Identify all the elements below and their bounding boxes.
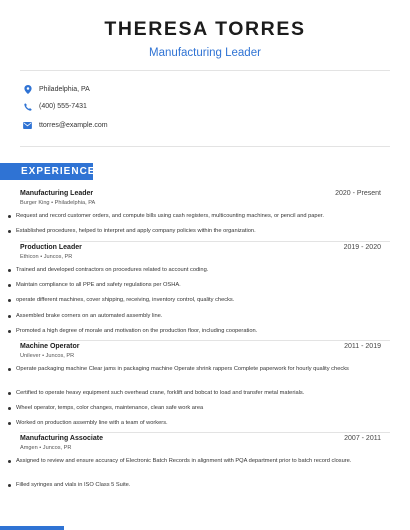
candidate-name: THERESA TORRES xyxy=(104,18,306,40)
list-item: Maintain compliance to all PPE and safety regulations per OSHA. xyxy=(8,281,390,291)
contact-email xyxy=(23,121,108,130)
list-item: operate different machines, cover shipping, receiving, inventory control, quality checks. xyxy=(8,296,390,306)
job-divider xyxy=(20,340,390,341)
job-dates: 2020 - Present xyxy=(335,190,381,197)
list-item: Assembled brake corners on an automated assembly line. xyxy=(8,312,390,322)
job-company: Unilever • Juncos, PR xyxy=(20,353,75,359)
phone-text: (400) 555-7431 xyxy=(39,103,87,110)
contact-location xyxy=(23,85,90,94)
email-text: ttorres@example.com xyxy=(39,122,108,129)
job-title: Production Leader xyxy=(20,244,82,251)
list-item: Established procedures, helped to interpret and apply company policies within the organization. xyxy=(8,227,390,237)
header-divider xyxy=(20,70,390,71)
job-entry xyxy=(20,435,381,451)
list-item: Wheel operator, temps, color changes, maintenance, clean safe work area xyxy=(8,404,390,414)
job-dates: 2019 - 2020 xyxy=(343,244,381,251)
resume-header xyxy=(0,0,410,60)
next-section-bar xyxy=(0,526,64,530)
phone-icon xyxy=(23,102,32,111)
job-divider xyxy=(20,432,390,433)
job-title: Machine Operator xyxy=(20,343,80,350)
experience-heading: EXPERIENCE xyxy=(0,163,93,180)
job-dates: 2007 - 2011 xyxy=(344,435,381,442)
list-item: Request and record customer orders, and compute bills using cash registers, multicounting machines, or pencil and paper. xyxy=(8,212,390,222)
job-entry xyxy=(20,190,381,206)
job-entry xyxy=(20,343,381,359)
list-item: Worked on production assembly line with a team of workers. xyxy=(8,419,390,429)
job-title: Manufacturing Leader xyxy=(20,190,94,197)
location-text: Philadelphia, PA xyxy=(39,86,90,93)
job-company: Burger King • Philadelphia, PA xyxy=(20,200,96,206)
job-company: Ethicon • Juncos, PR xyxy=(20,254,73,260)
job-title: Manufacturing Associate xyxy=(20,435,103,442)
list-item: Filled syringes and vials in ISO Class 5 Suite. xyxy=(8,481,390,491)
list-item: Certified to operate heavy equipment such overhead crane, forklift and bobcat to load and transfer metal materials. xyxy=(8,389,390,399)
list-item: Operate packaging machine Clear jams in packaging machine Operate shrink rappers Complete paperwork for hourly quality checks xyxy=(8,365,390,375)
list-item: Trained and developed contractors on procedures related to account coding. xyxy=(8,266,390,276)
envelope-icon xyxy=(23,121,32,130)
candidate-role: Manufacturing Leader xyxy=(149,47,261,59)
job-divider xyxy=(20,241,390,242)
contact-divider xyxy=(20,146,390,147)
job-entry xyxy=(20,244,381,260)
list-item: Promoted a high degree of morale and motivation on the production floor, including cooperation. xyxy=(8,327,390,337)
contact-phone xyxy=(23,102,87,111)
job-company: Amgen • Juncos, PR xyxy=(20,445,72,451)
job-dates: 2011 - 2019 xyxy=(344,343,381,350)
map-pin-icon xyxy=(23,85,32,94)
list-item: Assigned to review and ensure accuracy of Electronic Batch Records in alignment with PQA department prior to batch record closure. xyxy=(8,457,390,467)
